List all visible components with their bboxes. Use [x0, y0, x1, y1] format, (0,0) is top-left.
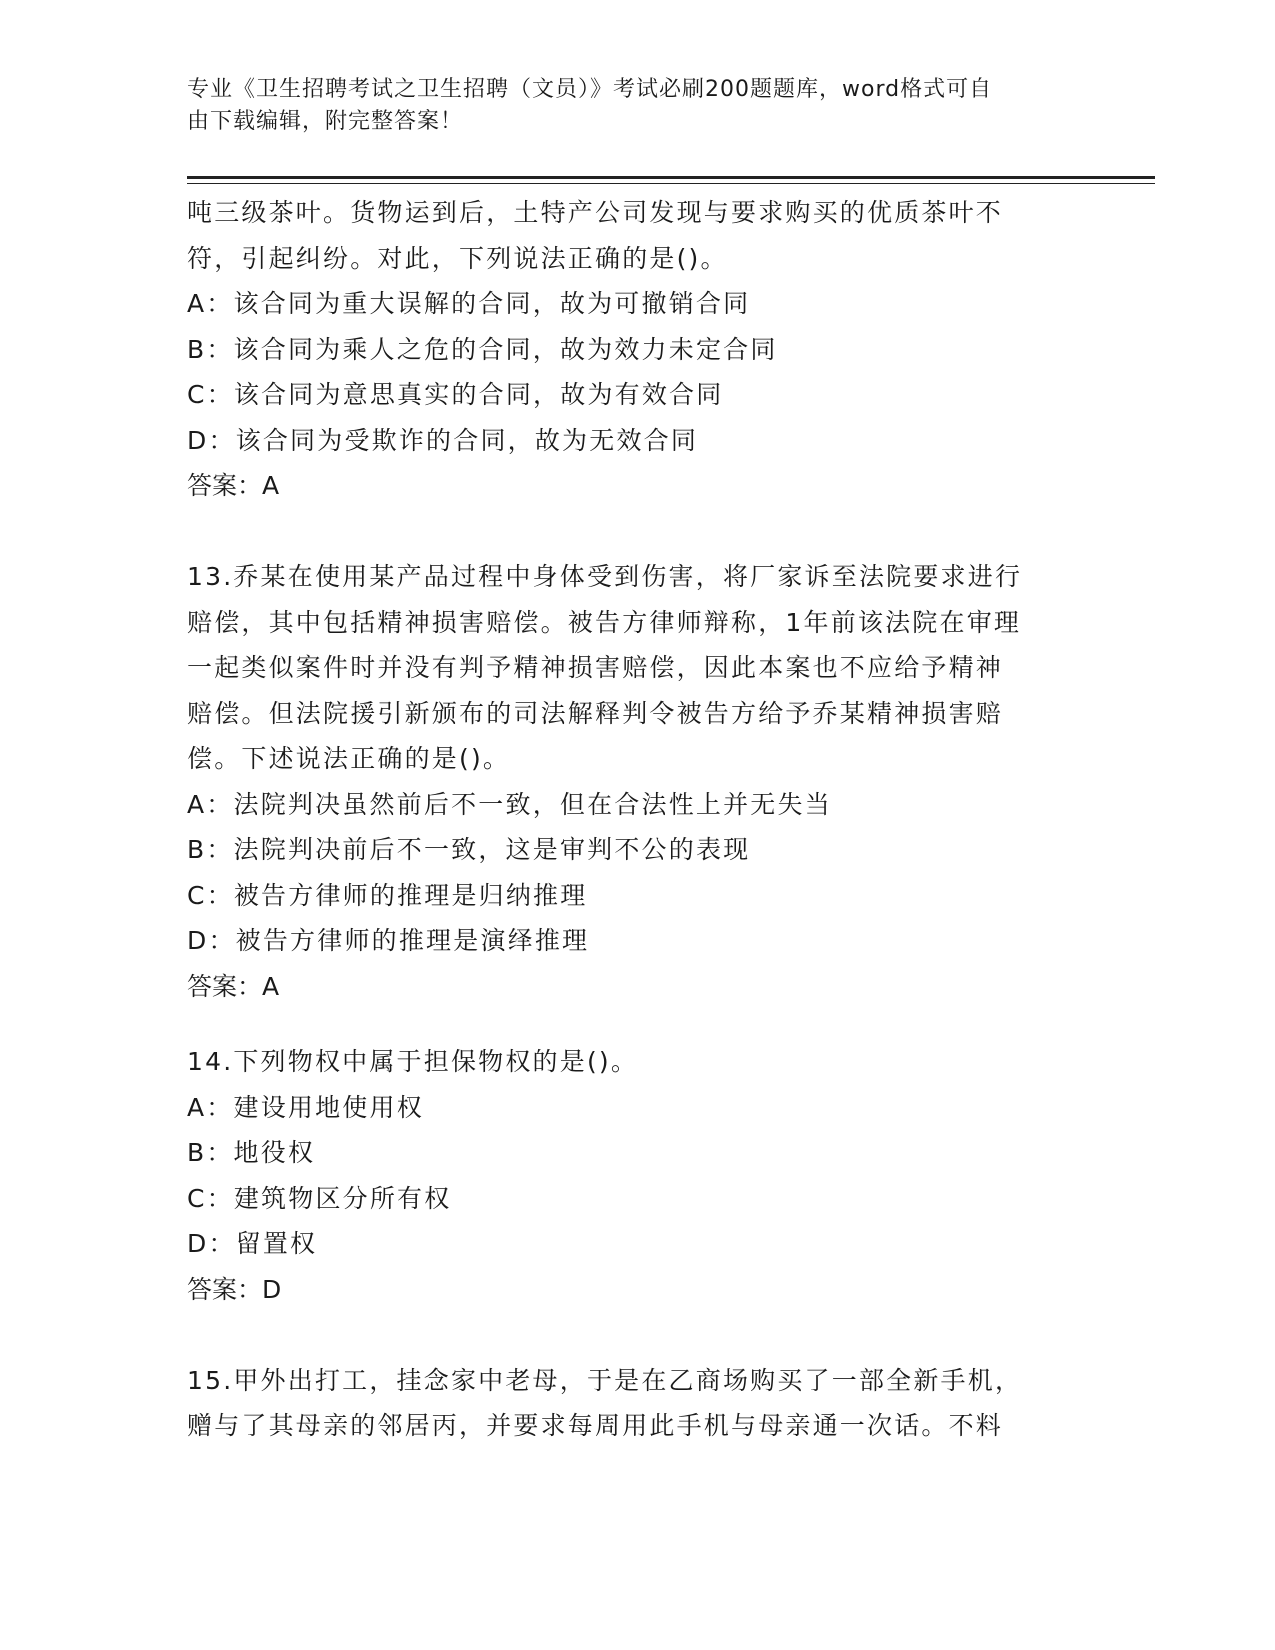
option-c: C：建筑物区分所有权 — [187, 1183, 452, 1213]
question-12 — [187, 190, 1087, 509]
question-text-line: 一起类似案件时并没有判予精神损害赔偿，因此本案也不应给予精神 — [187, 653, 1004, 682]
header-rule-thin — [187, 183, 1155, 184]
question-text-line: 赔偿，其中包括精神损害赔偿。被告方律师辩称，1年前该法院在审理 — [187, 607, 1022, 637]
option-b: B：该合同为乘人之危的合同，故为效力未定合同 — [187, 334, 778, 364]
option-a: A：法院判决虽然前后不一致，但在合法性上并无失当 — [187, 789, 832, 819]
question-text-line: 赔偿。但法院援引新颁布的司法解释判令被告方给予乔某精神损害赔 — [187, 698, 1004, 728]
option-a: A：建设用地使用权 — [187, 1092, 424, 1122]
option-c: C：该合同为意思真实的合同，故为有效合同 — [187, 380, 724, 409]
question-text-line: 偿。下述说法正确的是()。 — [187, 744, 511, 773]
option-d: D：该合同为受欺诈的合同，故为无效合同 — [187, 425, 699, 455]
question-text-line: 赠与了其母亲的邻居丙，并要求每周用此手机与母亲通一次话。不料 — [187, 1411, 1004, 1440]
option-b: B：地役权 — [187, 1138, 316, 1167]
question-text-line: 13.乔某在使用某产品过程中身体受到伤害，将厂家诉至法院要求进行 — [187, 562, 1023, 591]
header-rule-thick — [187, 176, 1155, 179]
header-line-2: 由下载编辑，附完整答案！ — [187, 109, 464, 134]
question-text-line: 吨三级茶叶。货物运到后，土特产公司发现与要求购买的优质茶叶不 — [187, 198, 1004, 227]
question-15 — [187, 1358, 1087, 1449]
answer-line: 答案：D — [187, 1274, 282, 1304]
question-text-line: 符，引起纠纷。对此，下列说法正确的是()。 — [187, 243, 728, 273]
option-b: B：法院判决前后不一致，这是审判不公的表现 — [187, 835, 751, 864]
header-line-1: 专业《卫生招聘考试之卫生招聘（文员）》考试必刷200题题库，word格式可自 — [187, 77, 993, 102]
question-content — [187, 190, 1087, 1449]
option-d: D：被告方律师的推理是演绎推理 — [187, 926, 590, 955]
answer-line: 答案：A — [187, 471, 280, 500]
question-14 — [187, 1039, 1087, 1312]
answer-line: 答案：A — [187, 971, 280, 1001]
option-c: C：被告方律师的推理是归纳推理 — [187, 880, 588, 910]
question-13 — [187, 554, 1087, 1009]
question-text-line: 15.甲外出打工，挂念家中老母，于是在乙商场购买了一部全新手机， — [187, 1365, 1023, 1395]
question-text-line: 14.下列物权中属于担保物权的是()。 — [187, 1047, 639, 1076]
option-d: D：留置权 — [187, 1229, 318, 1258]
page-header — [187, 74, 1067, 138]
option-a: A：该合同为重大误解的合同，故为可撤销合同 — [187, 289, 751, 318]
